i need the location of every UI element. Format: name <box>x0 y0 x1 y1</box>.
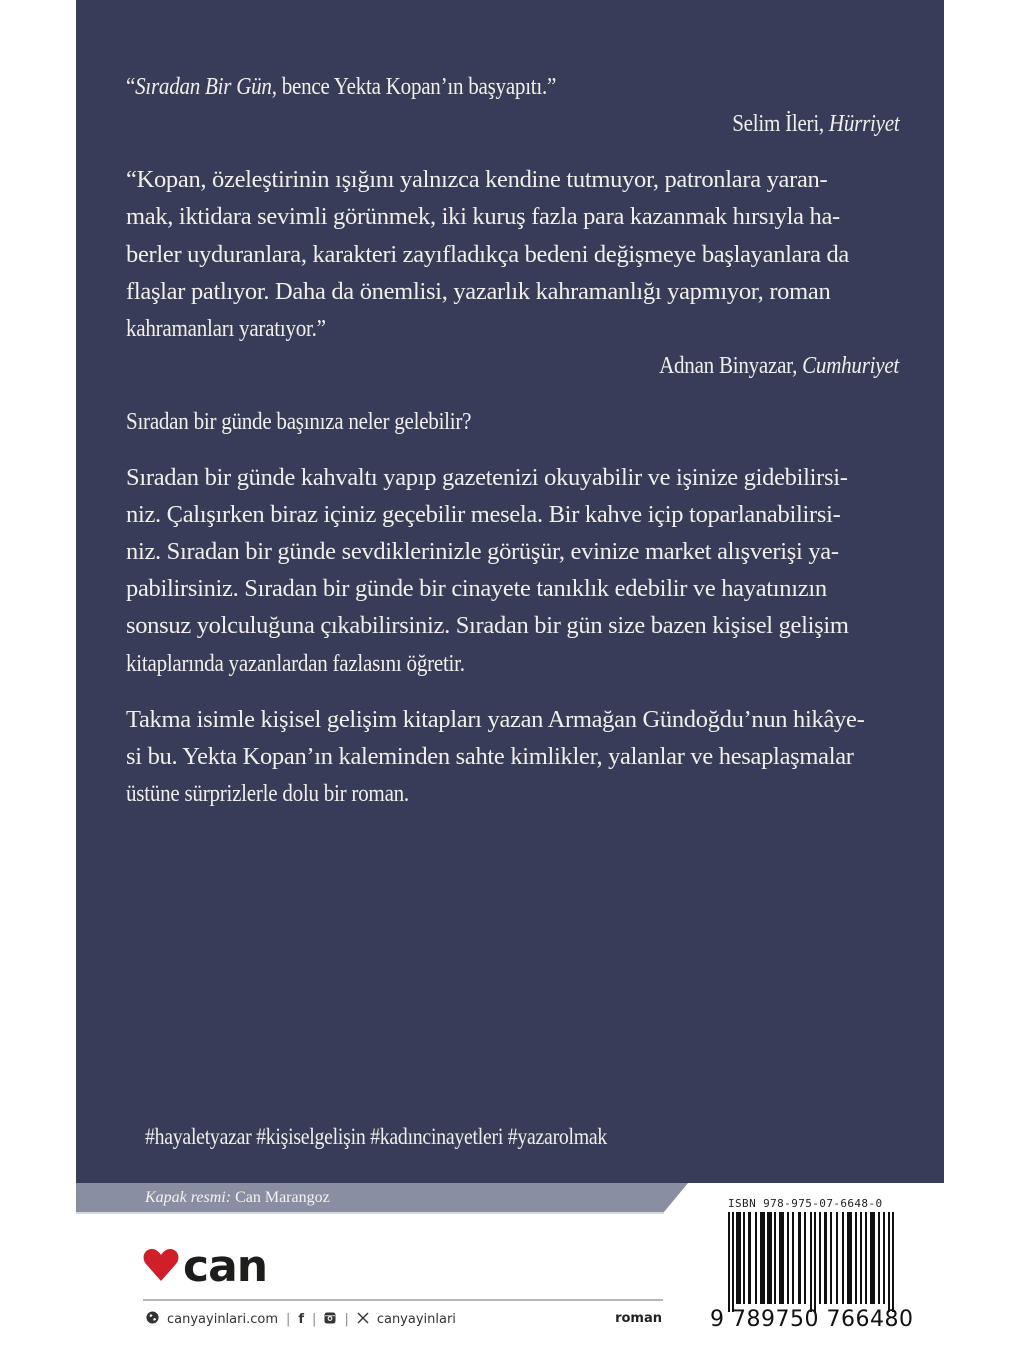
isbn-label: ISBN 978-975-07-6648-0 <box>728 1197 883 1210</box>
publisher-logo <box>143 1241 268 1292</box>
genre-label: roman <box>615 1311 662 1326</box>
footer-rule <box>143 1299 663 1301</box>
separator: | <box>286 1312 291 1327</box>
separator: | <box>344 1312 349 1327</box>
quote-2-attribution: Adnan Binyazar, Cumhuriyet <box>659 352 899 379</box>
logo-wordmark: can <box>183 1241 268 1292</box>
paragraph-1-line: Sıradan bir günde kahvaltı yapıp gazetenizi okuyabilir ve işinize gidebilirsi- <box>126 464 848 491</box>
isbn-digits: 9 789750 766480 <box>710 1307 914 1332</box>
paragraph-1-line: pabilirsiniz. Sıradan bir günde bir cinayete tanıklık edebilir ve hayatınızın <box>126 575 827 602</box>
quote-2-line: berler uyduranlara, karakteri zayıfladıkça bedeni değişmeye başlayanlara da <box>126 241 850 268</box>
paragraph-1-line: sonsuz yolculuğuna çıkabilirsiniz. Sıradan bir gün size bazen kişisel gelişim <box>126 612 849 639</box>
cover-credit: Kapak resmi: Can Marangoz <box>145 1189 330 1206</box>
quote-1-text: “Sıradan Bir Gün, bence Yekta Kopan’ın başyapıtı.” <box>126 73 557 100</box>
quote-2-line: mak, iktidara sevimli görünmek, iki kuruş fazla para kazanmak hırsıyla ha- <box>126 203 840 230</box>
separator: | <box>312 1312 317 1327</box>
paragraph-1-line: niz. Çalışırken biraz içiniz geçebilir mesela. Bir kahve içip toparlanabilirsi- <box>126 501 841 528</box>
paragraph-2-line: üstüne sürprizlerle dolu bir roman. <box>126 780 409 807</box>
paragraph-2-line: si bu. Yekta Kopan’ın kaleminden sahte kimlikler, yalanlar ve hesaplaşmalar <box>126 743 854 770</box>
paragraph-1-line: kitaplarında yazanlardan fazlasını öğretir. <box>126 650 465 677</box>
quote-1-attribution: Selim İleri, Hürriyet <box>731 110 899 137</box>
paragraph-2-line: Takma isimle kişisel gelişim kitapları yazan Armağan Gündoğdu’nun hikâye- <box>126 706 865 733</box>
paragraph-1-line: niz. Sıradan bir günde sevdiklerinizle görüşür, evinize market alışverişi ya- <box>126 538 839 565</box>
barcode <box>728 1212 896 1312</box>
quote-2-line: “Kopan, özeleştirinin ışığını yalnızca kendine tutmuyor, patronlara yaran- <box>126 166 828 193</box>
x-icon[interactable] <box>357 1312 369 1328</box>
quote-2-line: kahramanları yaratıyor.” <box>126 315 326 342</box>
publisher-links <box>146 1311 456 1328</box>
globe-icon <box>146 1311 159 1328</box>
facebook-icon[interactable]: f <box>298 1312 305 1327</box>
band-divider <box>76 1212 664 1214</box>
heart-icon <box>143 1248 179 1287</box>
hashtags: #hayaletyazar #kişiselgelişin #kadıncinayetleri #yazarolmak <box>145 1124 608 1149</box>
question-heading: Sıradan bir günde başınıza neler gelebilir? <box>126 408 472 435</box>
social-handle[interactable]: canyayinlari <box>376 1312 456 1327</box>
quote-2-line: flaşlar patlıyor. Daha da önemlisi, yazarlık kahramanlığı yapmıyor, roman <box>126 278 831 305</box>
instagram-icon[interactable] <box>324 1312 336 1328</box>
website-link[interactable]: canyayinlari.com <box>167 1312 278 1327</box>
